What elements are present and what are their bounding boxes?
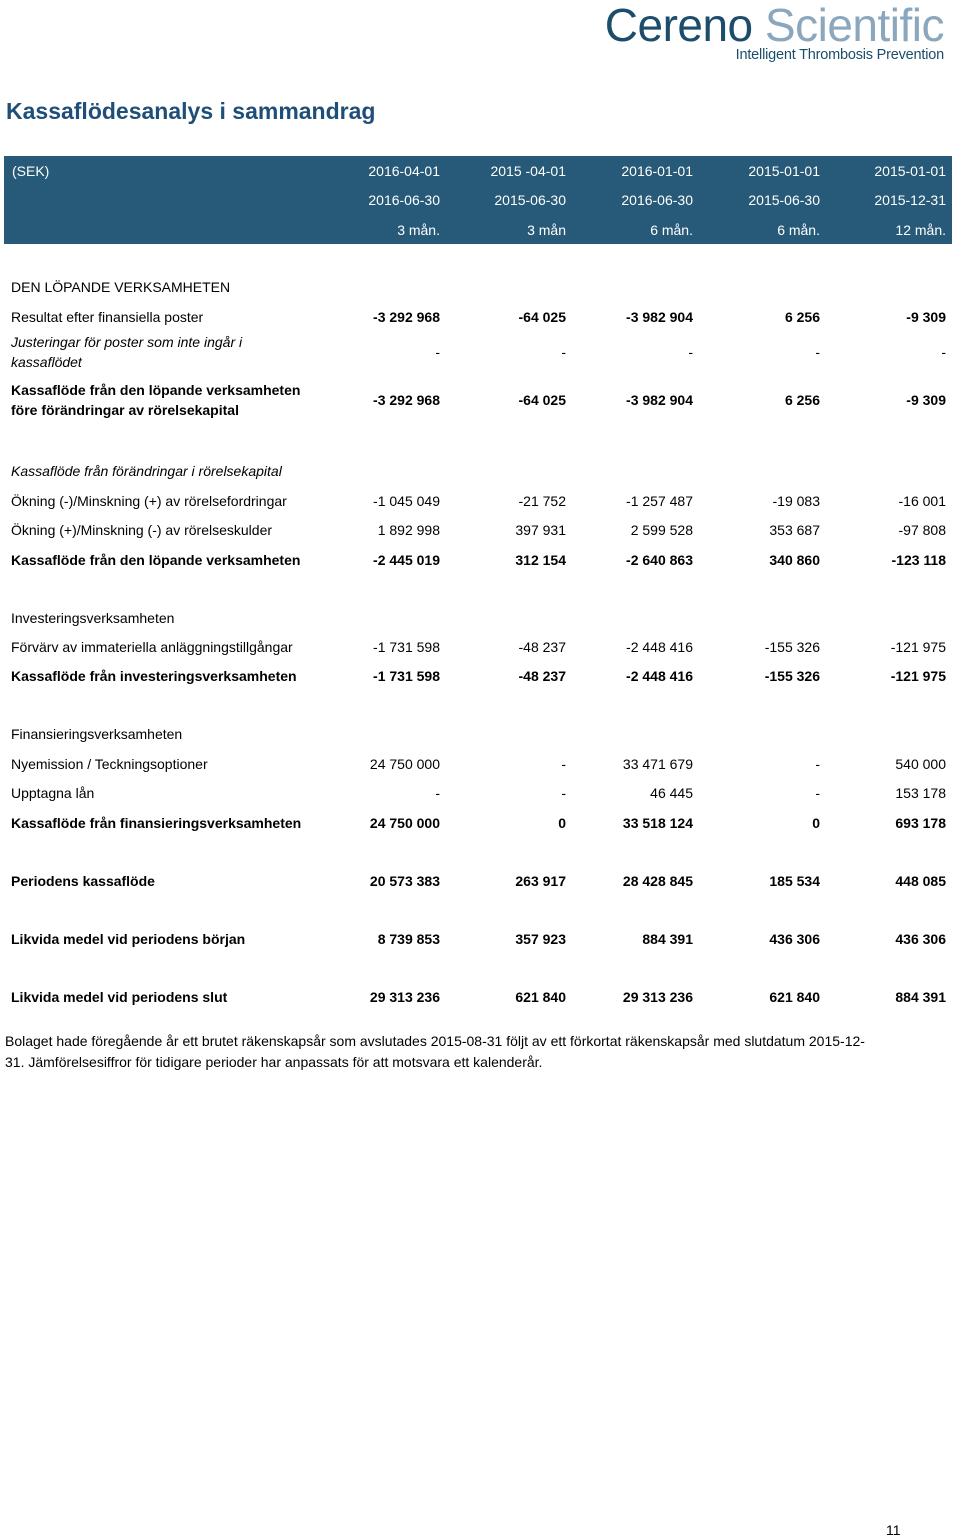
footnote xyxy=(5,1031,910,1073)
value-col1: 8 739 853 xyxy=(377,931,440,947)
value-col1: 24 750 000 xyxy=(369,815,440,831)
value-col4: 0 xyxy=(812,815,820,831)
table-header xyxy=(4,156,952,244)
table-row-fore-forandringar xyxy=(0,380,960,420)
value-col4: -19 083 xyxy=(772,493,820,509)
value-col1: 29 313 236 xyxy=(369,989,440,1005)
value-col5: -121 975 xyxy=(890,639,946,655)
col3-start: 2016-01-01 xyxy=(621,163,693,179)
value-col4: 340 860 xyxy=(769,552,820,568)
value-col5: 448 085 xyxy=(895,873,946,889)
table-row-justeringar xyxy=(0,332,960,372)
value-col4: -155 326 xyxy=(764,668,820,684)
value-col5: 436 306 xyxy=(895,931,946,947)
value-col4: 436 306 xyxy=(769,931,820,947)
value-col2: 312 154 xyxy=(515,552,566,568)
col1-end: 2016-06-30 xyxy=(368,192,440,208)
value-col3: -3 982 904 xyxy=(626,392,693,408)
value-col3: 33 471 679 xyxy=(622,756,693,772)
header-row-period xyxy=(4,219,952,241)
value-col1: -2 445 019 xyxy=(373,552,440,568)
section-heading-label: Finansieringsverksamheten xyxy=(11,726,183,742)
col4-start: 2015-01-01 xyxy=(748,163,820,179)
logo-word-scientific: Scientific xyxy=(764,0,944,51)
value-col2: - xyxy=(561,785,566,801)
col1-period: 3 mån. xyxy=(397,222,440,238)
value-col3: -1 257 487 xyxy=(626,493,693,509)
row-label-line2: före förändringar av rörelsekapital xyxy=(11,402,239,418)
row-label: Kassaflöde från investeringsverksamheten xyxy=(11,668,297,684)
value-col2: 621 840 xyxy=(515,989,566,1005)
value-col3: - xyxy=(688,344,693,360)
logo-wordmark xyxy=(605,0,944,50)
section-heading-label: Investeringsverksamheten xyxy=(11,610,175,626)
value-col2: - xyxy=(561,344,566,360)
value-col5: -9 309 xyxy=(906,309,946,325)
value-col1: 24 750 000 xyxy=(369,756,440,772)
row-label xyxy=(11,380,300,420)
value-col1: -3 292 968 xyxy=(373,392,440,408)
value-col3: 29 313 236 xyxy=(622,989,693,1005)
row-label: Resultat efter finansiella poster xyxy=(11,309,204,325)
value-col5: -97 808 xyxy=(898,522,946,538)
col5-period: 12 mån. xyxy=(895,222,946,238)
value-col1: -1 045 049 xyxy=(373,493,440,509)
row-label: Förvärv av immateriella anläggningstillgångar xyxy=(11,639,293,655)
row-label: Ökning (-)/Minskning (+) av rörelsefordringar xyxy=(11,493,287,509)
col3-end: 2016-06-30 xyxy=(621,192,693,208)
value-col2: -64 025 xyxy=(518,309,566,325)
col2-period: 3 mån xyxy=(527,222,566,238)
row-label: Periodens kassaflöde xyxy=(11,873,155,889)
value-col4: -155 326 xyxy=(764,639,820,655)
value-col4: - xyxy=(815,785,820,801)
col4-period: 6 mån. xyxy=(777,222,820,238)
value-col2: - xyxy=(561,756,566,772)
value-col3: -2 448 416 xyxy=(626,639,693,655)
header-row-start xyxy=(4,160,952,182)
row-label: Upptagna lån xyxy=(11,785,95,801)
row-label xyxy=(11,332,242,372)
value-col1: -1 731 598 xyxy=(373,639,440,655)
value-col2: -21 752 xyxy=(518,493,566,509)
value-col5: -123 118 xyxy=(891,552,946,568)
value-col2: 397 931 xyxy=(515,522,566,538)
value-col5: -16 001 xyxy=(898,493,946,509)
section-heading-label: DEN LÖPANDE VERKSAMHETEN xyxy=(11,279,231,295)
value-col3: 884 391 xyxy=(642,931,693,947)
row-label: Likvida medel vid periodens slut xyxy=(11,989,228,1005)
value-col4: 353 687 xyxy=(769,522,820,538)
section-heading-label: Kassaflöde från förändringar i rörelsekapital xyxy=(11,463,282,479)
row-label: Kassaflöde från den löpande verksamheten xyxy=(11,552,301,568)
header-row-end xyxy=(4,189,952,211)
value-col4: 621 840 xyxy=(769,989,820,1005)
value-col2: 263 917 xyxy=(515,873,566,889)
row-label-line1: Kassaflöde från den löpande verksamheten xyxy=(11,382,301,398)
col2-start: 2015 -04-01 xyxy=(490,163,566,179)
value-col4: 6 256 xyxy=(784,309,820,325)
value-col2: -48 237 xyxy=(518,639,566,655)
value-col1: 1 892 998 xyxy=(377,522,440,538)
value-col1: -3 292 968 xyxy=(373,309,440,325)
value-col5: 540 000 xyxy=(895,756,946,772)
value-col5: -121 975 xyxy=(890,668,946,684)
value-col3: 33 518 124 xyxy=(622,815,693,831)
footnote-line1: Bolaget hade föregående år ett brutet räkenskapsår som avslutades 2015-08-31 följt av ett förkortat räkenskapsår med slutdatum 2015-12- xyxy=(5,1033,865,1049)
value-col1: -1 731 598 xyxy=(373,668,440,684)
row-label: Likvida medel vid periodens början xyxy=(11,931,246,947)
page-number: 11 xyxy=(886,1522,901,1538)
unit-label: (SEK) xyxy=(12,163,50,179)
value-col4: - xyxy=(815,756,820,772)
value-col5: 693 178 xyxy=(895,815,946,831)
value-col3: -2 640 863 xyxy=(626,552,693,568)
col1-start: 2016-04-01 xyxy=(368,163,440,179)
logo-tagline: Intelligent Thrombosis Prevention xyxy=(735,47,944,63)
value-col4: - xyxy=(815,344,820,360)
col3-period: 6 mån. xyxy=(650,222,693,238)
value-col4: 185 534 xyxy=(769,873,820,889)
row-label-line1: Justeringar för poster som inte ingår i xyxy=(11,334,243,350)
value-col1: 20 573 383 xyxy=(369,873,440,889)
col4-end: 2015-06-30 xyxy=(748,192,820,208)
value-col1: - xyxy=(435,344,440,360)
logo-word-cereno: Cereno xyxy=(604,0,753,51)
value-col3: -2 448 416 xyxy=(626,668,693,684)
row-label: Ökning (+)/Minskning (-) av rörelseskulder xyxy=(11,522,273,538)
col5-start: 2015-01-01 xyxy=(874,163,946,179)
value-col3: -3 982 904 xyxy=(626,309,693,325)
value-col2: 0 xyxy=(558,815,566,831)
value-col5: 153 178 xyxy=(895,785,946,801)
value-col5: 884 391 xyxy=(895,989,946,1005)
value-col2: -48 237 xyxy=(518,668,566,684)
company-logo xyxy=(605,0,944,62)
value-col1: - xyxy=(435,785,440,801)
row-label: Kassaflöde från finansieringsverksamheten xyxy=(11,815,302,831)
value-col2: 357 923 xyxy=(515,931,566,947)
col2-end: 2015-06-30 xyxy=(494,192,566,208)
value-col3: 46 445 xyxy=(650,785,693,801)
page-title: Kassaflödesanalys i sammandrag xyxy=(6,98,376,124)
footnote-line2: 31. Jämförelsesiffror för tidigare perioder har anpassats för att motsvara ett kalenderår. xyxy=(5,1054,543,1070)
value-col2: -64 025 xyxy=(518,392,566,408)
row-label: Nyemission / Teckningsoptioner xyxy=(11,756,208,772)
value-col5: -9 309 xyxy=(906,392,946,408)
row-label-line2: kassaflödet xyxy=(11,354,82,370)
value-col3: 2 599 528 xyxy=(630,522,693,538)
value-col3: 28 428 845 xyxy=(622,873,693,889)
col5-end: 2015-12-31 xyxy=(874,192,946,208)
value-col4: 6 256 xyxy=(784,392,820,408)
value-col5: - xyxy=(941,344,946,360)
